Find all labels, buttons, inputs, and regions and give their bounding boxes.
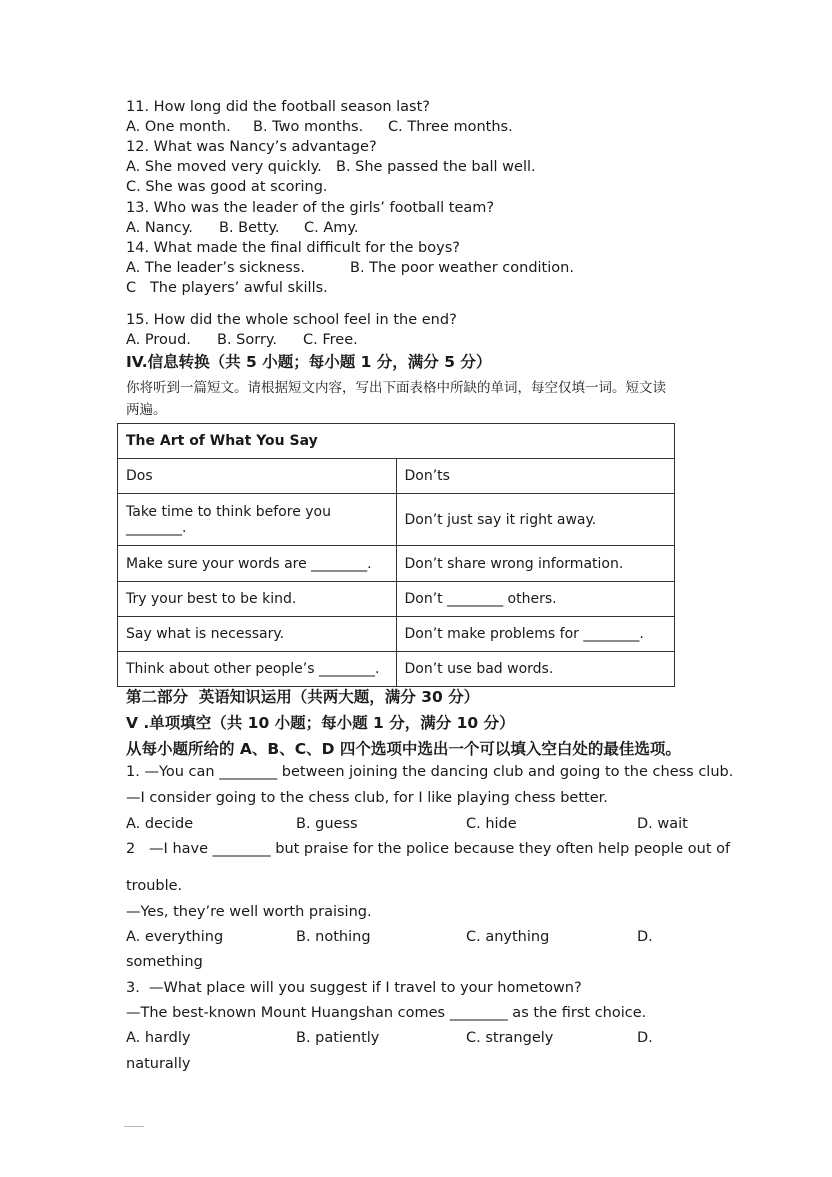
question-14: 14. What made the final difficult for the boys? bbox=[126, 240, 460, 256]
q2-option-b: B. nothing bbox=[296, 929, 371, 945]
q11-option-c: C. Three months. bbox=[388, 119, 513, 135]
table-cell-dos: Make sure your words are ________. bbox=[118, 546, 397, 582]
q1-option-c: C. hide bbox=[466, 816, 517, 832]
table-row bbox=[118, 582, 675, 617]
table-cell-donts: Don’t share wrong information. bbox=[396, 546, 675, 582]
section-4-instruction-cont: 两遍。 bbox=[126, 402, 167, 418]
section-5-instruction: 从每小题所给的 A、B、C、D 四个选项中选出一个可以填入空白处的最佳选项。 bbox=[126, 740, 681, 758]
table-row bbox=[118, 652, 675, 687]
question-12: 12. What was Nancy’s advantage? bbox=[126, 139, 377, 155]
table-cell-dos: Say what is necessary. bbox=[118, 617, 397, 652]
q11-option-b: B. Two months. bbox=[253, 119, 364, 135]
table-title: The Art of What You Say bbox=[118, 424, 675, 459]
table-cell-dos: Try your best to be kind. bbox=[118, 582, 397, 617]
q1-option-d: D. wait bbox=[637, 816, 688, 832]
part-2-heading: 第二部分 英语知识运用（共两大题，满分 30 分） bbox=[126, 688, 480, 706]
cell-text-line: Take time to think before you bbox=[126, 503, 331, 520]
q3-line-2: —The best-known Mount Huangshan comes ________ as the first choice. bbox=[126, 1005, 647, 1021]
table-cell-donts: Don’t make problems for ________. bbox=[396, 617, 675, 652]
table-cell-dos: Think about other people’s ________. bbox=[118, 652, 397, 687]
cell-text-line: ________. bbox=[126, 519, 187, 536]
q2-line-2: trouble. bbox=[126, 878, 183, 894]
q15-option-a: A. Proud. bbox=[126, 332, 191, 348]
question-15: 15. How did the whole school feel in the end? bbox=[126, 312, 457, 328]
q3-option-d-text: naturally bbox=[126, 1056, 191, 1072]
col-header-donts: Don’ts bbox=[396, 459, 675, 494]
q13-option-b: B. Betty. bbox=[219, 220, 280, 236]
table-cell-dos bbox=[118, 494, 397, 546]
q2-option-c: C. anything bbox=[466, 929, 550, 945]
q13-option-a: A. Nancy. bbox=[126, 220, 193, 236]
question-13: 13. Who was the leader of the girls’ football team? bbox=[126, 200, 495, 216]
table-row bbox=[118, 546, 675, 582]
q1-line-1: 1. —You can ________ between joining the dancing club and going to the chess club. bbox=[126, 764, 734, 780]
section-5-heading: V .单项填空（共 10 小题；每小题 1 分，满分 10 分） bbox=[126, 714, 515, 732]
q2-line-3: —Yes, they’re well worth praising. bbox=[126, 904, 372, 920]
q15-option-b: B. Sorry. bbox=[217, 332, 278, 348]
q3-option-b: B. patiently bbox=[296, 1030, 380, 1046]
info-table bbox=[117, 423, 675, 687]
q1-option-a: A. decide bbox=[126, 816, 194, 832]
q3-option-a: A. hardly bbox=[126, 1030, 191, 1046]
table-cell-donts: Don’t just say it right away. bbox=[396, 494, 675, 546]
q14-option-a: A. The leader’s sickness. bbox=[126, 260, 305, 276]
table-cell-donts: Don’t ________ others. bbox=[396, 582, 675, 617]
col-header-dos: Dos bbox=[118, 459, 397, 494]
q3-option-c: C. strangely bbox=[466, 1030, 554, 1046]
q2-option-d: D. bbox=[637, 929, 653, 945]
q3-line-1: 3. —What place will you suggest if I travel to your hometown? bbox=[126, 980, 582, 996]
q15-option-c: C. Free. bbox=[303, 332, 358, 348]
table-cell-donts: Don’t use bad words. bbox=[396, 652, 675, 687]
q1-line-2: —I consider going to the chess club, for I like playing chess better. bbox=[126, 790, 608, 806]
q2-line-1: 2 —I have ________ but praise for the police because they often help people out of bbox=[126, 841, 731, 857]
q14-option-c: C The players’ awful skills. bbox=[126, 280, 328, 296]
q12-option-a: A. She moved very quickly. bbox=[126, 159, 322, 175]
q11-option-a: A. One month. bbox=[126, 119, 231, 135]
table-row bbox=[118, 617, 675, 652]
q1-option-b: B. guess bbox=[296, 816, 358, 832]
q12-option-b: B. She passed the ball well. bbox=[336, 159, 536, 175]
q14-option-b: B. The poor weather condition. bbox=[350, 260, 574, 276]
page-footer-mark bbox=[124, 1126, 144, 1127]
q12-option-c: C. She was good at scoring. bbox=[126, 179, 328, 195]
question-11: 11. How long did the football season last? bbox=[126, 99, 430, 115]
q2-option-d-text: something bbox=[126, 954, 203, 970]
q13-option-c: C. Amy. bbox=[304, 220, 359, 236]
q3-option-d: D. bbox=[637, 1030, 653, 1046]
section-4-instruction: 你将听到一篇短文。请根据短文内容，写出下面表格中所缺的单词，每空仅填一词。短文读 bbox=[126, 380, 666, 396]
table-row bbox=[118, 494, 675, 546]
q2-option-a: A. everything bbox=[126, 929, 224, 945]
section-4-heading: IV.信息转换（共 5 小题；每小题 1 分，满分 5 分） bbox=[126, 353, 492, 371]
